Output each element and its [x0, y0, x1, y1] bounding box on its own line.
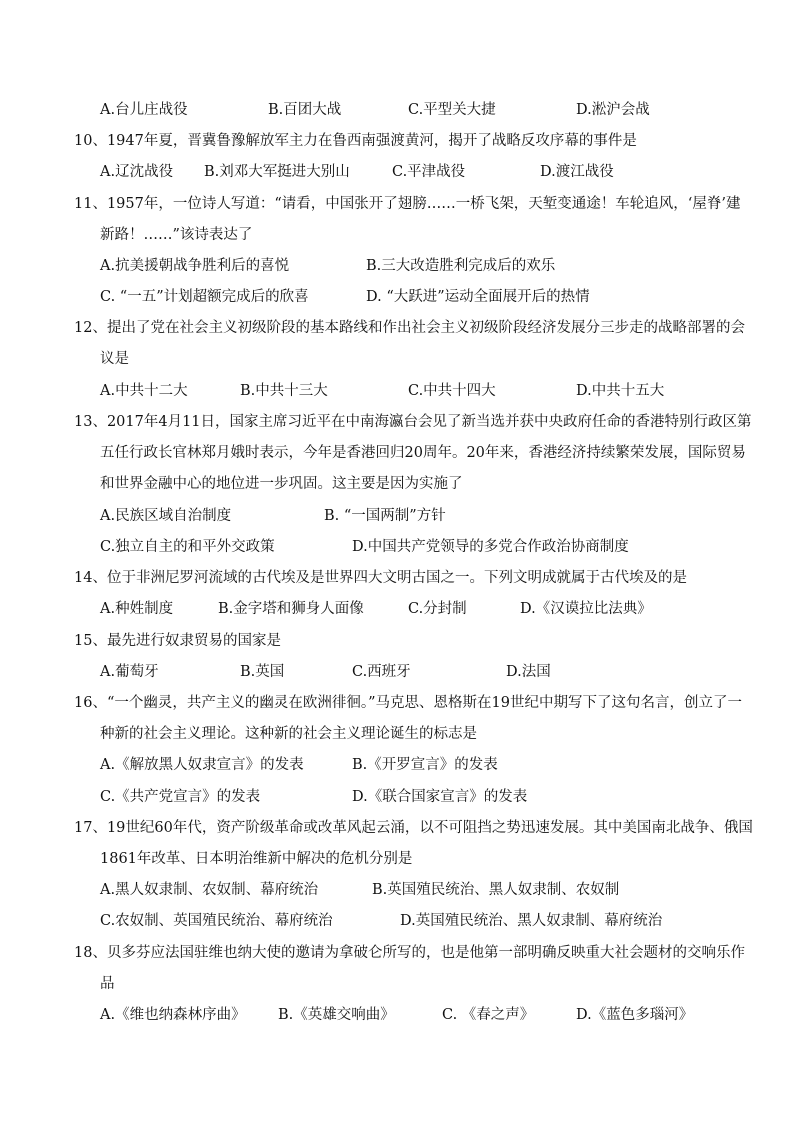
- option-a: A.民族区域自治制度: [100, 508, 232, 524]
- question-11-stem: 11、1957年，一位诗人写道：“请看，中国张开了翅膀……一桥飞架，天堑变通途！车轮追风，‘屋脊’建: [74, 196, 741, 212]
- option-d: D.《汉谟拉比法典》: [520, 601, 652, 617]
- option-d: D.中共十五大: [576, 383, 665, 399]
- option-b: B.金字塔和狮身人面像: [218, 601, 364, 617]
- option-d: D.淞沪会战: [576, 102, 650, 118]
- question-10-stem: 10、1947年夏，晋冀鲁豫解放军主力在鲁西南强渡黄河，揭开了战略反攻序幕的事件是: [74, 133, 637, 149]
- option-a: A.辽沈战役: [100, 164, 174, 180]
- option-c: C. 《春之声》: [442, 1007, 535, 1023]
- question-16-stem: 16、“一个幽灵，共产主义的幽灵在欧洲徘徊。”马克思、恩格斯在19世纪中期写下了这句名言，创立了一: [74, 695, 742, 711]
- question-11-stem-cont: 新路！……”该诗表达了: [100, 227, 253, 243]
- option-c: C.分封制: [408, 601, 467, 617]
- question-13-stem-cont: 和世界金融中心的地位进一步巩固。这主要是因为实施了: [100, 476, 463, 492]
- option-b: B.英国殖民统治、黑人奴隶制、农奴制: [372, 882, 620, 898]
- option-c: C. “一五”计划超额完成后的欣喜: [100, 289, 309, 305]
- option-d: D.《蓝色多瑙河》: [576, 1007, 694, 1023]
- option-c: C.农奴制、英国殖民统治、幕府统治: [100, 913, 333, 929]
- option-b: B.百团大战: [268, 102, 342, 118]
- question-14-stem: 14、位于非洲尼罗河流域的古代埃及是世界四大文明古国之一。下列文明成就属于古代埃及的是: [74, 570, 687, 586]
- option-d: D.英国殖民统治、黑人奴隶制、幕府统治: [400, 913, 663, 929]
- option-c: C.平津战役: [392, 164, 466, 180]
- question-18-stem: 18、贝多芬应法国驻维也纳大使的邀请为拿破仑所写的，也是他第一部明确反映重大社会题材的交响乐作: [74, 945, 745, 961]
- question-13-stem-cont: 五任行政长官林郑月娥时表示，今年是香港回归20周年。20年来，香港经济持续繁荣发展，国际贸易: [100, 445, 746, 461]
- option-d: D.《联合国家宣言》的发表: [352, 789, 528, 805]
- option-b: B.《英雄交响曲》: [278, 1007, 395, 1023]
- option-b: B.英国: [240, 664, 285, 680]
- option-b: B.刘邓大军挺进大别山: [204, 164, 350, 180]
- option-c: C.中共十四大: [408, 383, 496, 399]
- option-c: C.西班牙: [352, 664, 411, 680]
- question-12-stem: 12、提出了党在社会主义初级阶段的基本路线和作出社会主义初级阶段经济发展分三步走的战略部署的会: [74, 320, 745, 336]
- option-a: A.中共十二大: [100, 383, 188, 399]
- option-a: A.抗美援朝战争胜利后的喜悦: [100, 258, 290, 274]
- question-15-stem: 15、最先进行奴隶贸易的国家是: [74, 633, 281, 649]
- option-d: D. “大跃进”运动全面展开后的热情: [366, 289, 590, 305]
- option-b: B. “一国两制”方针: [324, 508, 446, 524]
- option-a: A.《解放黑人奴隶宣言》的发表: [100, 757, 304, 773]
- option-c: C.平型关大捷: [408, 102, 496, 118]
- option-b: B.三大改造胜利完成后的欢乐: [366, 258, 556, 274]
- option-c: C.独立自主的和平外交政策: [100, 539, 275, 555]
- option-a: A.台儿庄战役: [100, 102, 188, 118]
- option-d: D.渡江战役: [540, 164, 614, 180]
- question-16-stem-cont: 种新的社会主义理论。这种新的社会主义理论诞生的标志是: [100, 726, 477, 742]
- option-d: D.中国共产党领导的多党合作政治协商制度: [352, 539, 629, 555]
- option-d: D.法国: [506, 664, 551, 680]
- option-b: B.《开罗宣言》的发表: [352, 757, 498, 773]
- question-12-stem-cont: 议是: [100, 351, 129, 367]
- option-a: A.黑人奴隶制、农奴制、幕府统治: [100, 882, 319, 898]
- option-a: A.种姓制度: [100, 601, 174, 617]
- question-13-stem: 13、2017年4月11日，国家主席习近平在中南海瀛台会见了新当选并获中央政府任命的香港特别行政区第: [74, 414, 752, 430]
- question-18-stem-cont: 品: [100, 976, 115, 992]
- option-a: A.《维也纳森林序曲》: [100, 1007, 246, 1023]
- option-a: A.葡萄牙: [100, 664, 159, 680]
- question-17-stem: 17、19世纪60年代，资产阶级革命或改革风起云涌，以不可阻挡之势迅速发展。其中美国南北战争、俄国: [74, 820, 753, 836]
- question-17-stem-cont: 1861年改革、日本明治维新中解决的危机分别是: [100, 851, 413, 867]
- option-c: C.《共产党宣言》的发表: [100, 789, 261, 805]
- option-b: B.中共十三大: [240, 383, 328, 399]
